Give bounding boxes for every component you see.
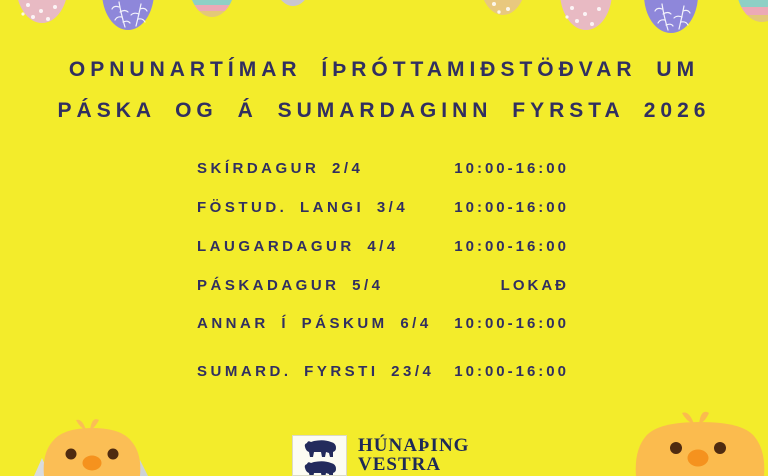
schedule-day-label: SUMARD. FYRSTI 23/4 xyxy=(197,363,435,380)
poster-title xyxy=(0,49,768,131)
schedule-hours-value: 10:00-16:00 xyxy=(454,199,569,216)
schedule-day-label: SKÍRDAGUR 2/4 xyxy=(197,160,364,177)
dotted-pink-egg-icon xyxy=(16,0,68,23)
schedule-hours-value: 10:00-16:00 xyxy=(454,315,569,332)
bear-emblem-icon xyxy=(293,436,346,475)
municipality-logo xyxy=(292,435,347,476)
striped-teal-pink-yellow-egg-icon xyxy=(186,0,238,18)
schedule-hours-value: 10:00-16:00 xyxy=(454,363,569,380)
striped-teal-pink-yellow-egg-icon xyxy=(734,0,768,23)
schedule-day-label: ANNAR Í PÁSKUM 6/4 xyxy=(197,315,432,332)
dotted-pink-egg-icon xyxy=(560,0,612,30)
schedule-row xyxy=(197,200,569,215)
schedule-hours-value: 10:00-16:00 xyxy=(454,160,569,177)
chick-icon xyxy=(628,406,768,476)
municipality-name xyxy=(358,436,469,474)
plain-gray-egg-icon xyxy=(271,0,315,6)
municipality-name-line1: HÚNAÞING xyxy=(358,435,470,456)
schedule-day-label: PÁSKADAGUR 5/4 xyxy=(197,277,384,294)
schedule-hours-value: LOKAÐ xyxy=(500,277,569,294)
municipality-name-line2: VESTRA xyxy=(358,454,442,475)
easter-eggs-decoration xyxy=(0,0,768,42)
schedule-row xyxy=(197,239,569,254)
schedule-row xyxy=(197,161,569,176)
poster-title-line2: PÁSKA OG Á SUMARDAGINN FYRSTA 2026 xyxy=(57,99,711,122)
leaf-purple-egg-icon xyxy=(644,0,698,33)
schedule-row xyxy=(197,278,569,293)
poster-title-line1: OPNUNARTÍMAR ÍÞRÓTTAMIÐSTÖÐVAR UM xyxy=(68,58,700,81)
schedule-row xyxy=(197,364,569,379)
hearts-yellow-egg-icon xyxy=(479,0,527,15)
opening-hours-schedule xyxy=(197,156,569,403)
schedule-row xyxy=(197,316,569,331)
schedule-day-label: LAUGARDAGUR 4/4 xyxy=(197,238,399,255)
leaf-purple-egg-icon xyxy=(102,0,154,30)
schedule-hours-value: 10:00-16:00 xyxy=(454,238,569,255)
hatching-chick-icon xyxy=(30,414,152,476)
schedule-day-label: FÖSTUD. LANGI 3/4 xyxy=(197,199,409,216)
